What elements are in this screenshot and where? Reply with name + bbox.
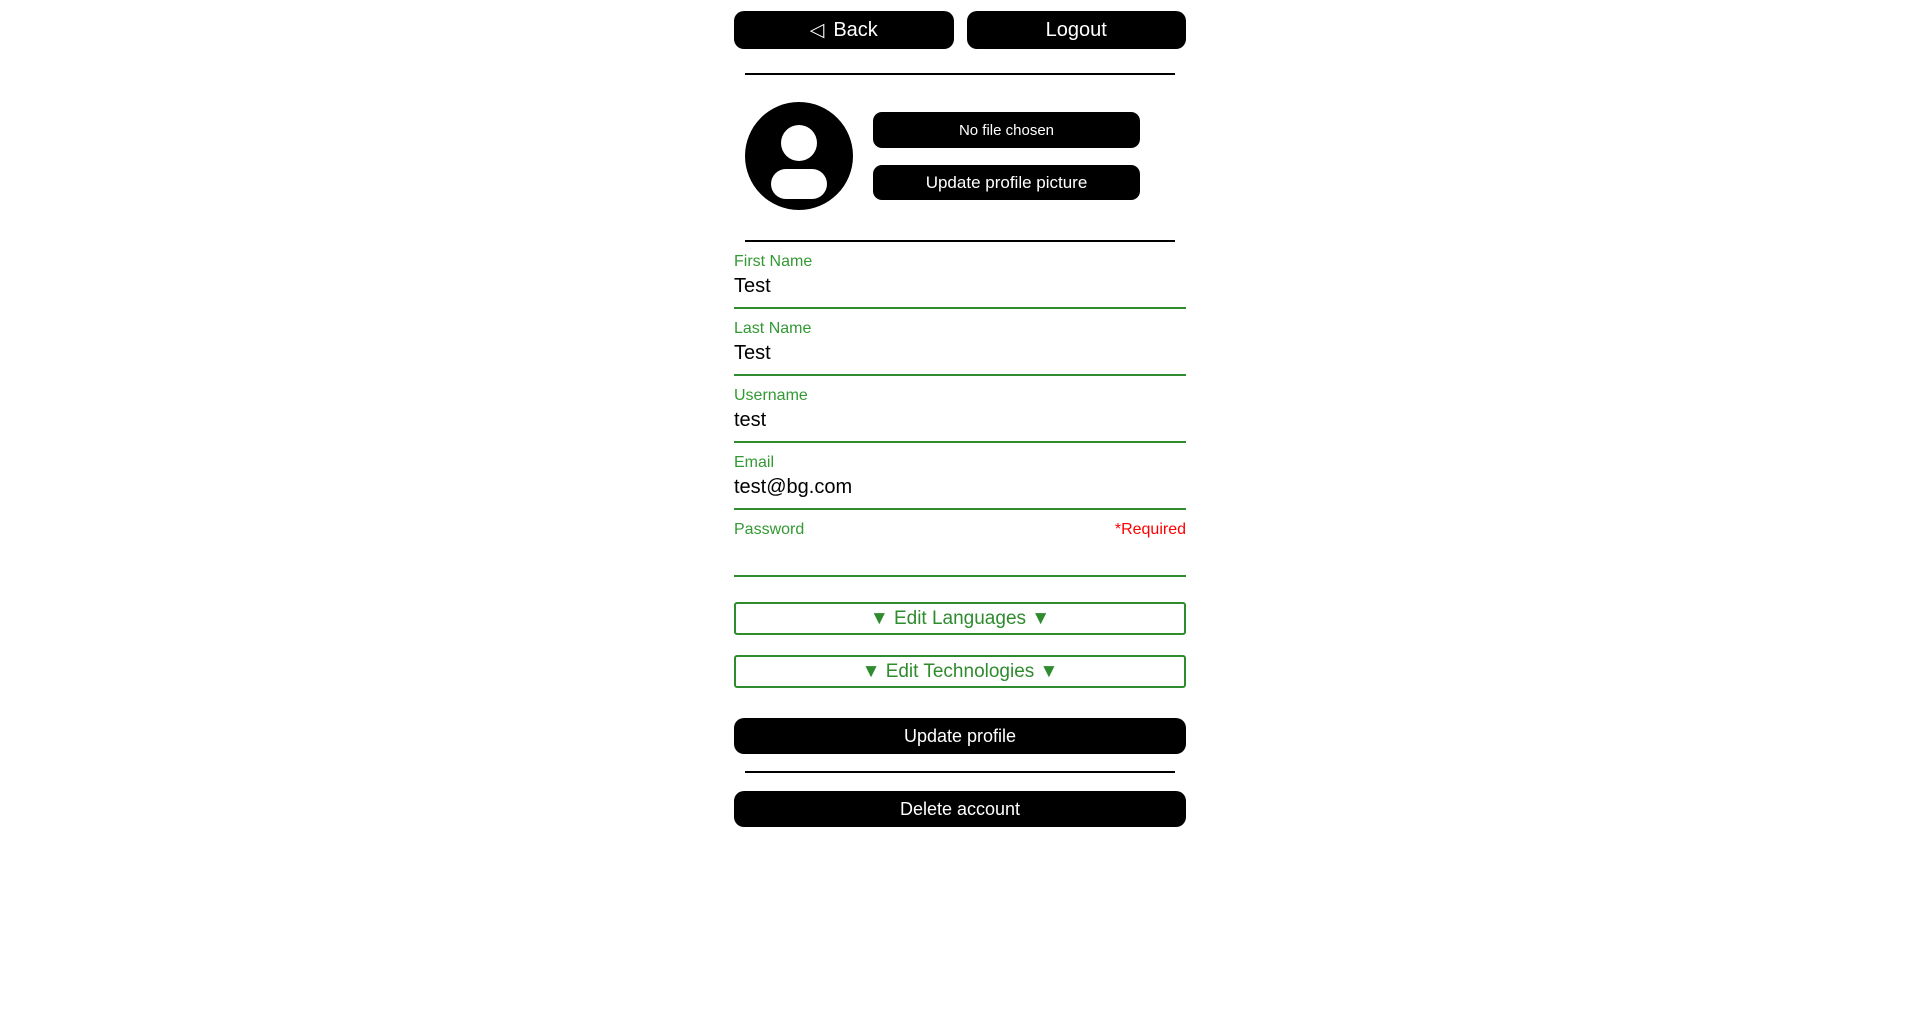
profile-page [734,0,1186,827]
last-name-field-group [734,309,1186,376]
header-divider [745,73,1175,75]
password-required-note: *Required [1114,521,1186,538]
update-profile-picture-button[interactable] [873,165,1140,200]
username-input[interactable] [734,406,1186,443]
edit-languages-toggle[interactable]: ▼ Edit Languages ▼ [734,602,1186,635]
first-name-field-group [734,242,1186,309]
danger-zone-divider [745,771,1175,773]
back-button-label: Back [833,18,878,41]
email-input[interactable] [734,473,1186,510]
update-profile-picture-label: Update profile picture [925,172,1088,192]
first-name-label: First Name [734,253,813,270]
password-input[interactable] [734,540,1186,577]
profile-picture-section [734,102,1186,210]
back-arrow-icon: ◁ [809,19,825,41]
file-input-status-label: No file chosen [958,121,1055,139]
delete-account-button[interactable] [734,791,1186,827]
profile-picture-file-input[interactable] [873,112,1140,148]
update-profile-label: Update profile [903,725,1017,746]
username-field-group [734,376,1186,443]
username-label: Username [734,387,808,404]
header-button-row [734,11,1186,49]
first-name-input[interactable] [734,272,1186,309]
logout-button[interactable] [967,11,1187,49]
update-profile-button[interactable] [734,718,1186,754]
back-button[interactable] [734,11,954,49]
logout-button-label: Logout [1045,18,1107,41]
edit-technologies-toggle[interactable]: ▼ Edit Technologies ▼ [734,655,1186,688]
password-label: Password [734,521,805,538]
last-name-input[interactable] [734,339,1186,376]
password-field-group [734,510,1186,577]
delete-account-label: Delete account [899,798,1021,819]
picture-buttons-column [873,112,1140,200]
email-field-group [734,443,1186,510]
avatar-person-icon [745,102,853,210]
email-label: Email [734,454,775,471]
last-name-label: Last Name [734,320,812,337]
